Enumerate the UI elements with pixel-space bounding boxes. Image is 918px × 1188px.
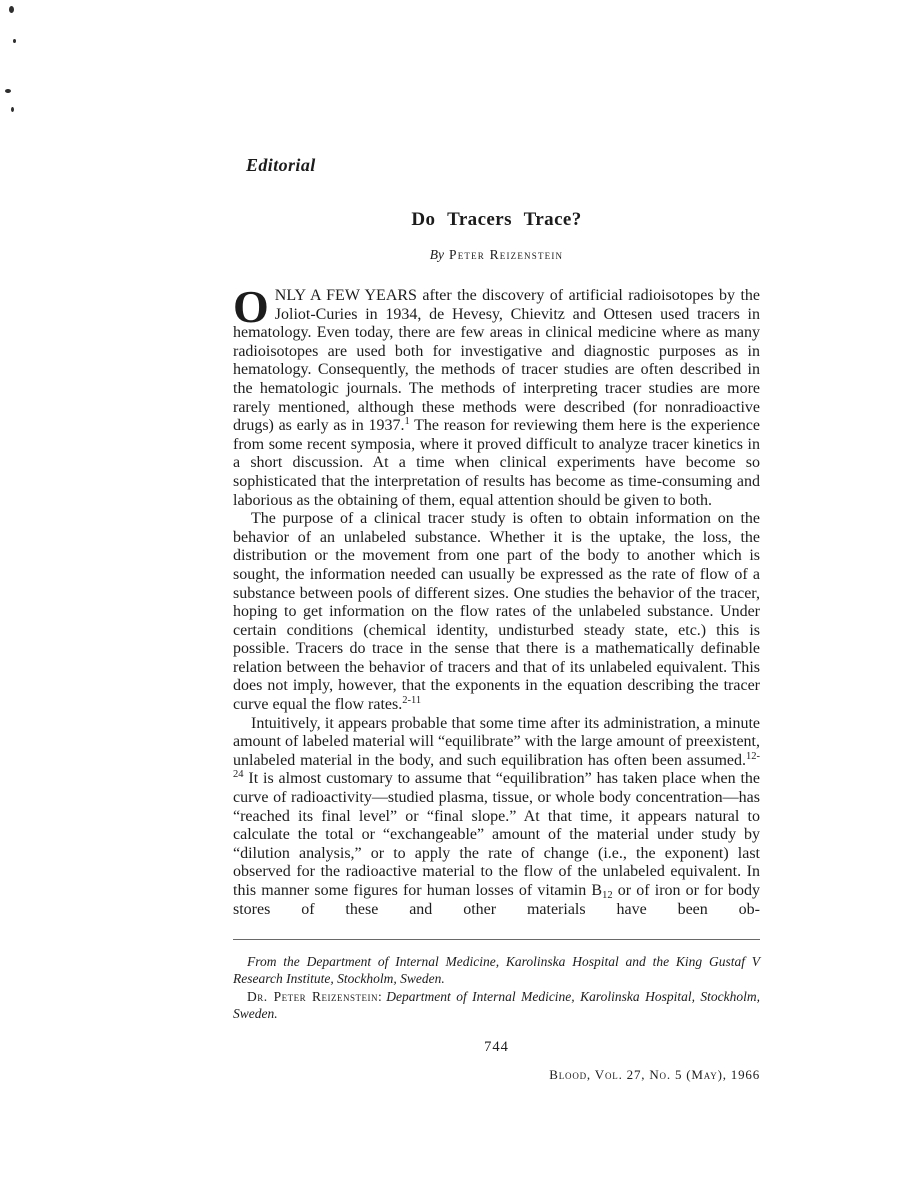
paragraph-text: NLY A FEW YEARS after the discovery of artificial radioisotopes by the Joliot-Curies in 1934, de Hevesy, Chievitz and Ottesen used tracers in hematology. Even today, there are few areas in clinical medicine where as many radioisotopes are used both for investigative and diagnostic purposes as in hematology. Consequently, the methods of tracer studies are often described in the hematologic journals. The methods of interpreting tracer studies are more rarely mentioned, although these methods were described (for nonradioactive drugs) as early as in 1937.: [233, 287, 760, 435]
paragraph-text: It is almost customary to assume that “equilibration” has taken place when the curve of radioactivity—studied plasma, tissue, or whole body concentration—has “reached its final level” or “final slope.” At that time, it appears natural to calculate the total or “exchangeable” amount of the material under study by “dilution analysis,” or to apply the rate of change (i.e., the exponent) last observed for the radioactive material to the flow of the unlabeled equivalent. In this manner some figures for human losses of vitamin B: [233, 770, 760, 899]
footnote-divider: [233, 939, 760, 940]
paragraph: [233, 281, 761, 510]
page-content: [233, 155, 760, 1083]
article-body: [233, 281, 761, 919]
scan-artifact: [13, 39, 16, 43]
paragraph-text: or of iron or for body stores of these and other materials have been ob-: [233, 882, 760, 918]
paragraph-text: The purpose of a clinical tracer study is often to obtain information on the behavior of an unlabeled substance. Whether it is the uptake, the loss, the distribution or the movement from one part of the body to another which is sought, the information needed can usually be expressed as the rate of flow of a substance between pools of different sizes. One studies the behavior of the tracer, hoping to get information on the flow rates of the unlabeled substance. Under certain conditions (chemical identity, undisturbed steady state, etc.) this is possible. Tracers do trace in the sense that there is a mathematically definable relation between the behavior of tracers and that of its unlabeled equivalent. This does not imply, however, that the exponents in the equation describing the tracer curve equal the flow rates.: [233, 510, 760, 714]
paragraph-text: The reason for reviewing them here is the experience from some recent symposia, where it proved difficult to analyze tracer kinetics in a short discussion. At a time when clinical experiments have become so sophisticated that the interpretation of results has become as time-consuming and laborious as the obtaining of them, equal attention should be given to both.: [233, 417, 761, 509]
paragraph: [233, 715, 760, 920]
footnote: [233, 953, 760, 1022]
scan-artifact: [11, 107, 14, 112]
scan-artifact: [9, 6, 14, 13]
journal-footer: Blood, Vol. 27, No. 5 (May), 1966: [549, 1067, 760, 1083]
paragraph-text: Intuitively, it appears probable that some time after its administration, a minute amount of labeled material will “equilibrate” with the large amount of preexistent, unlabeled material in the body, and such equilibration has often been assumed.: [233, 714, 760, 769]
byline: [233, 247, 760, 263]
byline-prefix: By: [429, 247, 444, 262]
subscript-text: 12: [602, 890, 613, 901]
contact-name: Dr. Peter Reizenstein:: [247, 988, 383, 1004]
article-title: Do Tracers Trace?: [411, 209, 582, 230]
paragraph: [233, 510, 760, 715]
section-label: Editorial: [246, 155, 316, 175]
citation-ref: 12-24: [233, 750, 760, 781]
citation-ref: 2-11: [402, 695, 422, 707]
contact-address: Department of Internal Medicine, Karolinska Hospital, Stockholm, Sweden.: [233, 988, 760, 1022]
page-number: 744: [484, 1039, 509, 1056]
drop-cap: O: [233, 281, 269, 332]
citation-ref: 1: [404, 416, 410, 428]
contact-note: [233, 988, 760, 1023]
author-name: Peter Reizenstein: [448, 247, 564, 262]
scan-artifact: [5, 89, 11, 93]
affiliation-note: From the Department of Internal Medicine, Karolinska Hospital and the King Gustaf V Research Institute, Stockholm, Sweden.: [233, 954, 760, 987]
